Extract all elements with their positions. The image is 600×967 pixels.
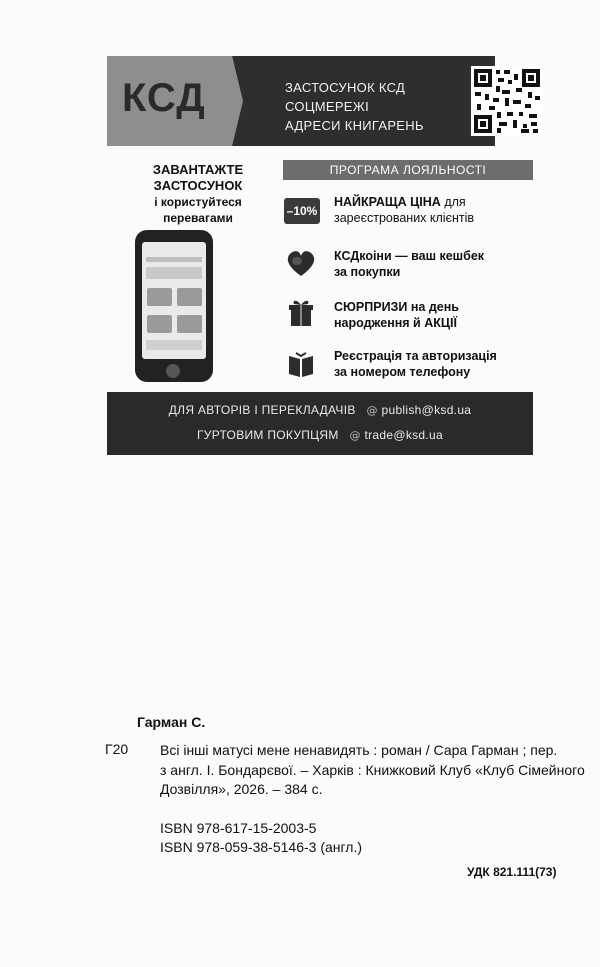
description-line: Всі інші матусі мене ненавидять : роман / Сара Гарман ; пер. (160, 742, 558, 758)
discount-badge-icon: –10% (284, 198, 320, 224)
gift-icon (283, 298, 319, 328)
catalog-author: Гарман С. (137, 714, 206, 730)
phone-screen-tile (177, 288, 202, 306)
phone-screen-bar (146, 257, 202, 262)
loyalty-item-suffix: для (440, 195, 466, 209)
coin-heart-icon (283, 248, 319, 278)
promo-line: і користуйтеся (154, 195, 242, 209)
app-promo (128, 162, 268, 226)
description-line: Дозвілля», 2026. – 384 с. (160, 781, 323, 797)
phone-screen-banner (146, 267, 202, 279)
loyalty-item-line2: народження й АКЦІЇ (334, 316, 457, 330)
phone-screen-footer (146, 340, 202, 350)
loyalty-item-title: СЮРПРИЗИ на день (334, 300, 459, 314)
promo-line: перевагами (163, 211, 233, 225)
isbn-line: ISBN 978-617-15-2003-5 (160, 820, 317, 836)
loyalty-item-title: КСДкоіни — ваш кешбек (334, 249, 485, 263)
contact-label: ДЛЯ АВТОРІВ І ПЕРЕКЛАДАЧІВ (168, 403, 356, 417)
catalog-description (160, 741, 592, 800)
contacts-banner (107, 392, 533, 455)
loyalty-item-line2: за номером телефону (334, 365, 471, 379)
loyalty-item (334, 299, 534, 331)
loyalty-item-title: НАЙКРАЩА ЦІНА (334, 195, 441, 209)
description-line: з англ. І. Бондарєвої. – Харків : Книжковий Клуб «Клуб Сімейного (160, 761, 585, 778)
email-icon: @ (366, 404, 378, 417)
social-link: СОЦМЕРЕЖІ (285, 99, 369, 114)
catalog-code: Г20 (105, 741, 129, 757)
phone-screen-tile (147, 288, 172, 306)
udk-code: УДК 821.111(73) (467, 865, 557, 879)
app-link: ЗАСТОСУНОК КСД (285, 80, 406, 95)
loyalty-item-title: Реєстрація та авторизація (334, 349, 497, 363)
loyalty-item-line2: зареєстрованих клієнтів (334, 211, 475, 225)
logo: КСД (122, 76, 206, 120)
trade-email-link[interactable]: trade@ksd.ua (364, 428, 443, 442)
top-banner-links (285, 78, 424, 135)
stores-link: АДРЕСИ КНИГАРЕНЬ (285, 118, 424, 133)
phone-screen-tile (147, 315, 172, 333)
phone-home-button (166, 364, 180, 378)
qr-code-icon (471, 66, 543, 136)
isbn-line: ISBN 978-059-38-5146-3 (англ.) (160, 839, 363, 855)
loyalty-item-line2: за покупки (334, 265, 401, 279)
loyalty-header: ПРОГРАМА ЛОЯЛЬНОСТІ (283, 160, 533, 180)
contact-label: ГУРТОВИМ ПОКУПЦЯМ (196, 428, 339, 442)
promo-line: ЗАВАНТАЖТЕ (152, 162, 244, 177)
loyalty-item (334, 194, 534, 226)
contact-row-wholesale (107, 428, 533, 442)
contact-row-authors (107, 403, 533, 417)
publish-email-link[interactable]: publish@ksd.ua (381, 403, 472, 417)
loyalty-item (334, 348, 534, 380)
book-icon (283, 350, 319, 380)
promo-line: ЗАСТОСУНОК (153, 178, 243, 193)
email-icon: @ (349, 429, 361, 442)
phone-screen-tile (177, 315, 202, 333)
loyalty-item (334, 248, 534, 280)
